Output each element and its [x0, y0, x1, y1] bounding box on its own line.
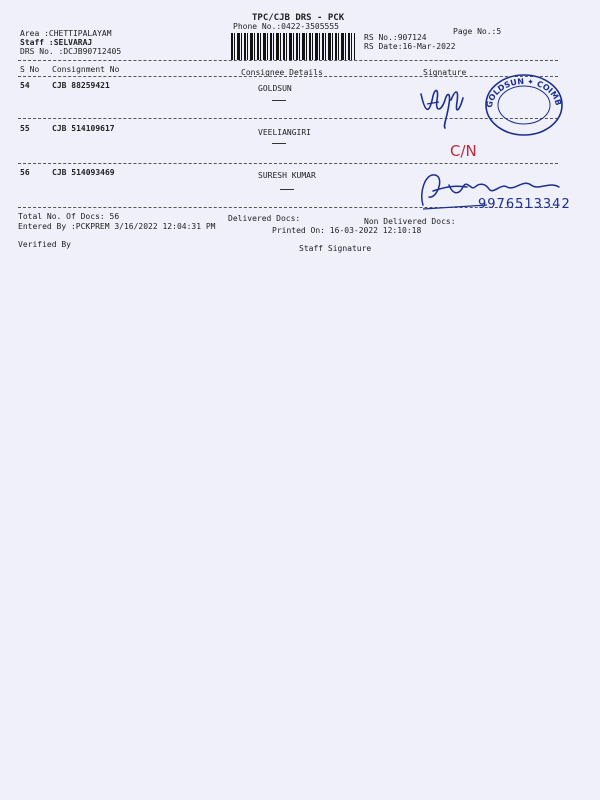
rs-date: RS Date:16-Mar-2022 — [364, 42, 456, 51]
divider — [18, 118, 558, 119]
row-56-sno: 56 — [20, 168, 30, 177]
divider — [18, 60, 558, 61]
staff-signature: Staff Signature — [299, 244, 372, 253]
printed-on: Printed On: 16-03-2022 12:10:18 — [272, 226, 422, 235]
handwritten-phone: 9976513342 — [478, 197, 571, 212]
stamp-text: GOLDSUN ✦ COIMBATORE — [476, 63, 563, 109]
row-55-sno: 55 — [20, 124, 30, 133]
row-55-dash-mark — [272, 143, 286, 144]
delivered-docs: Delivered Docs: — [228, 214, 301, 223]
row-54-signature — [415, 82, 475, 132]
barcode — [231, 33, 355, 60]
row-55-consignment: CJB 514109617 — [52, 124, 115, 133]
row-54-dash-mark — [272, 100, 286, 101]
drs-number: DRS No. :DCJB90712405 — [20, 47, 122, 56]
divider — [18, 76, 558, 77]
verified-by: Verified By — [18, 240, 71, 249]
col-consignee-header: Consignee Details — [241, 68, 323, 77]
row-54-sno: 54 — [20, 81, 30, 90]
col-signature-header: Signature — [423, 68, 467, 77]
entered-by: Entered By :PCKPREM 3/16/2022 12:04:31 PM — [18, 222, 216, 231]
row-56-consignment: CJB 514093469 — [52, 168, 115, 177]
phone-number: Phone No.:0422-3505555 — [233, 22, 339, 31]
cn-note: C/N — [450, 142, 477, 160]
area-field: Area :CHETTIPALAYAM — [20, 29, 112, 38]
rs-number: RS No.:907124 — [364, 33, 427, 42]
row-54-consignment: CJB 88259421 — [52, 81, 110, 90]
row-56-dash-mark — [280, 189, 294, 190]
row-55-consignee: VEELIANGIRI — [258, 128, 311, 137]
row-54-consignee: GOLDSUN — [258, 84, 292, 93]
staff-field: Staff :SELVARAJ — [20, 38, 93, 47]
total-docs: Total No. Of Docs: 56 — [18, 212, 120, 221]
divider — [18, 163, 558, 164]
goldsun-stamp — [476, 63, 568, 140]
page-number: Page No.:5 — [453, 27, 502, 36]
document-title: TPC/CJB DRS - PCK — [252, 13, 345, 23]
non-delivered-docs: Non Delivered Docs: — [364, 217, 456, 226]
col-sno-header: S No — [20, 65, 40, 74]
row-56-consignee: SURESH KUMAR — [258, 171, 316, 180]
col-consignment-header: Consignment No — [52, 65, 120, 74]
